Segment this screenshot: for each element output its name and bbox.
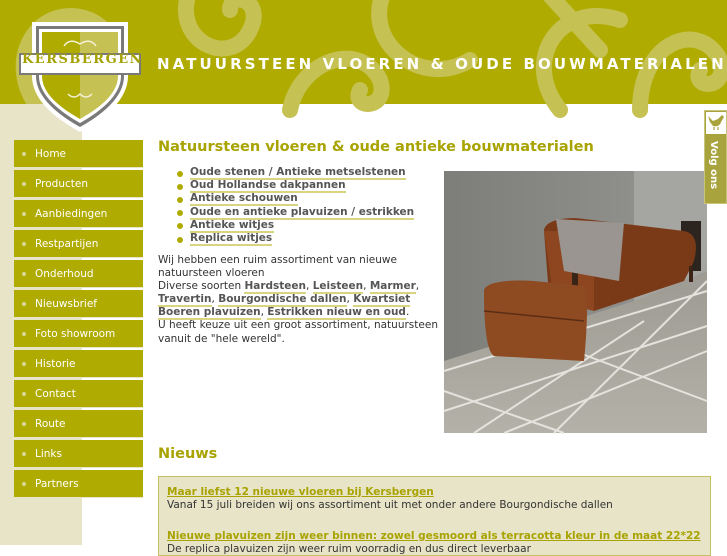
nav-item-label: Route xyxy=(35,417,66,430)
page-title: Natuursteen vloeren & oude antieke bouwmaterialen xyxy=(158,139,594,155)
nav-item-label: Links xyxy=(35,447,62,460)
intro-prefix: Diverse soorten xyxy=(158,280,245,293)
logo-text: KERSBERGEN xyxy=(22,52,143,67)
nav-item-label: Historie xyxy=(35,357,76,370)
nav-item-home[interactable] xyxy=(14,140,143,168)
link-marmer[interactable]: Marmer xyxy=(369,280,416,293)
nav-item-contact[interactable] xyxy=(14,380,143,408)
follow-us-tab[interactable] xyxy=(704,110,727,204)
category-link[interactable]: Replica witjes xyxy=(190,232,273,245)
nav-item-partners[interactable] xyxy=(14,470,143,498)
separator: , xyxy=(211,293,219,306)
news-link[interactable]: Maar liefst 12 nieuwe vloeren bij Kersbergen xyxy=(167,486,434,498)
list-item xyxy=(177,207,414,220)
bullet-icon xyxy=(177,197,183,203)
list-item xyxy=(177,233,414,246)
period: . xyxy=(405,306,410,319)
separator: , xyxy=(260,306,268,319)
sofa-photo-icon xyxy=(444,171,707,433)
separator: , xyxy=(415,280,420,293)
link-kwartsiet-boeren-plavuizen[interactable]: Kwartsiet Boeren plavuizen xyxy=(158,293,411,319)
nav-item-foto-showroom[interactable] xyxy=(14,320,143,348)
bullet-icon xyxy=(177,210,183,216)
news-item xyxy=(167,480,702,512)
bullet-icon xyxy=(177,171,183,177)
nav-item-label: Contact xyxy=(35,387,76,400)
nav-item-label: Nieuwsbrief xyxy=(35,297,98,310)
separator: , xyxy=(306,280,313,293)
logo[interactable] xyxy=(18,18,142,134)
bullet-icon xyxy=(22,182,26,186)
list-item xyxy=(177,167,414,180)
link-estrikken[interactable]: Estrikken nieuw en oud xyxy=(267,306,406,319)
nav-item-onderhoud[interactable] xyxy=(14,260,143,288)
bullet-icon xyxy=(22,482,26,486)
bullet-icon xyxy=(22,362,26,366)
product-category-list xyxy=(177,167,414,246)
link-bourgondische-dallen[interactable]: Bourgondische dallen xyxy=(218,293,347,306)
list-item xyxy=(177,220,414,233)
intro-line-2 xyxy=(158,280,443,319)
nav-item-nieuwsbrief[interactable] xyxy=(14,290,143,318)
separator: , xyxy=(363,280,370,293)
nav-item-links[interactable] xyxy=(14,440,143,468)
category-link[interactable]: Antieke schouwen xyxy=(190,192,298,205)
news-box xyxy=(158,476,711,556)
tagline: NATUURSTEEN VLOEREN & OUDE BOUWMATERIALEN xyxy=(157,55,727,73)
separator: , xyxy=(346,293,354,306)
bullet-icon xyxy=(22,452,26,456)
link-leisteen[interactable]: Leisteen xyxy=(312,280,364,293)
intro-text xyxy=(158,254,443,346)
nav-item-label: Foto showroom xyxy=(35,327,116,340)
nav-item-restpartijen[interactable] xyxy=(14,230,143,258)
category-link[interactable]: Oud Hollandse dakpannen xyxy=(190,179,346,192)
nav-item-label: Home xyxy=(35,147,67,160)
bullet-icon xyxy=(22,212,26,216)
intro-line-1: Wij hebben een ruim assortiment van nieuwe natuursteen vloeren xyxy=(158,254,397,280)
bullet-icon xyxy=(22,272,26,276)
sidebar-nav xyxy=(14,140,143,500)
bullet-icon xyxy=(22,332,26,336)
link-hardsteen[interactable]: Hardsteen xyxy=(244,280,307,293)
showroom-photo xyxy=(444,171,707,433)
bird-icon xyxy=(706,112,726,134)
bullet-icon xyxy=(22,152,26,156)
bullet-icon xyxy=(22,242,26,246)
list-item xyxy=(177,193,414,206)
nav-item-label: Partners xyxy=(35,477,79,490)
follow-us-label: Volg ons xyxy=(708,141,719,190)
shield-logo-icon xyxy=(18,18,142,134)
nav-item-route[interactable] xyxy=(14,410,143,438)
category-link[interactable]: Oude stenen / Antieke metselstenen xyxy=(190,166,406,179)
nav-item-label: Producten xyxy=(35,177,88,190)
news-desc: De replica plavuizen zijn weer ruim voorradig en dus direct leverbaar xyxy=(167,543,531,555)
nav-item-historie[interactable] xyxy=(14,350,143,378)
news-desc: Vanaf 15 juli breiden wij ons assortiment uit met onder andere Bourgondische dallen xyxy=(167,499,613,511)
bullet-icon xyxy=(22,302,26,306)
nav-item-label: Aanbiedingen xyxy=(35,207,108,220)
link-travertin[interactable]: Travertin xyxy=(158,293,212,306)
news-link[interactable]: Nieuwe plavuizen zijn weer binnen: zowel gesmoord als terracotta kleur in de maat 22*22 xyxy=(167,530,701,542)
bullet-icon xyxy=(177,237,183,243)
bullet-icon xyxy=(177,184,183,190)
bullet-icon xyxy=(22,422,26,426)
news-item xyxy=(167,524,702,556)
nav-item-aanbiedingen[interactable] xyxy=(14,200,143,228)
nav-item-label: Restpartijen xyxy=(35,237,99,250)
category-link[interactable]: Oude en antieke plavuizen / estrikken xyxy=(190,205,415,218)
bullet-icon xyxy=(177,223,183,229)
news-heading: Nieuws xyxy=(158,446,218,462)
category-link[interactable]: Antieke witjes xyxy=(190,218,275,231)
nav-item-producten[interactable] xyxy=(14,170,143,198)
bullet-icon xyxy=(22,392,26,396)
intro-line-3: U heeft keuze uit een groot assortiment, natuursteen vanuit de "hele wereld". xyxy=(158,319,438,345)
nav-item-label: Onderhoud xyxy=(35,267,94,280)
list-item xyxy=(177,180,414,193)
